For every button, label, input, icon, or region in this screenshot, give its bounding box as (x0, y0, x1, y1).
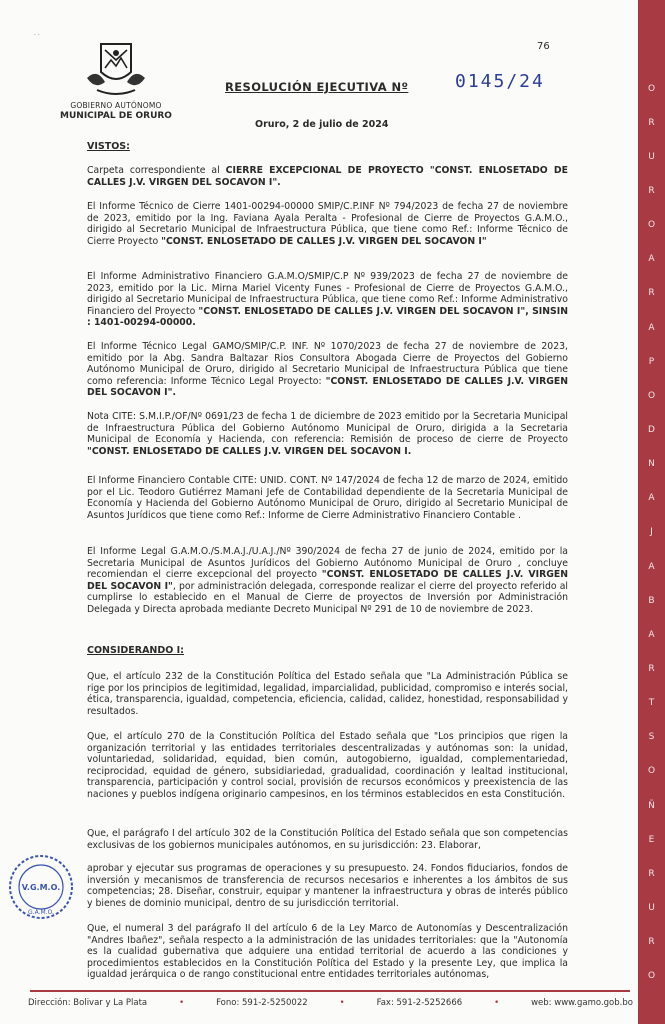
vistos-paragraph-4 (87, 341, 568, 399)
sidebar-letter: S (648, 732, 655, 743)
sidebar-letter: Ñ (648, 800, 655, 811)
footer-phone: Fono: 591-2-5250022 (216, 998, 308, 1008)
paragraph-text: El Informe Legal G.A.M.O./S.M.A.J./U.A.J./Nº 390/2024 de fecha 27 de junio de 2024, emitido por la Secretaria Municipal de Asuntos Jurídicos del Gobierno Autónomo Municipal de Oruro , concluye recomiendan el cierre excepcional del proyecto (87, 546, 568, 580)
paragraph-text: El Informe Técnico de Cierre 1401-00294-00000 SMIP/C.P.INF Nº 794/2023 de fecha 27 de noviembre de 2023, emitido por la Ing. Faviana Ayala Peralta - Profesional de Cierre de Proyectos G.A.M.O., dirigido al Secretario Municipal de Infraestructura Pública, que tiene como Ref.: Informe Técnico de Cierre Proyecto (87, 201, 568, 247)
considerando-paragraph-1: Que, el artículo 232 de la Constitución Política del Estado señala que "La Administración Pública se rige por los principios de legitimidad, legalidad, imparcialidad, publicidad, compromiso e interés social, ética, transparencia, igualdad, competencia, eficiencia, calidad, calidez, honestidad, responsabilidad y resultados. (87, 671, 568, 717)
paragraph-bold-text: "CONST. ENLOSETADO DE CALLES J.V. VIRGEN DEL SOCAVON I. (87, 445, 412, 457)
vistos-paragraph-6 (87, 475, 568, 521)
paragraph-bold-text: CIERRE EXCEPCIONAL DE PROYECTO "CONST. ENLOSETADO DE CALLES J.V. VIRGEN DEL SOCAVON I". (87, 165, 568, 188)
sidebar-letter: E (648, 834, 655, 845)
footer-fax: Fax: 591-2-5252666 (376, 998, 463, 1008)
official-stamp (6, 852, 76, 922)
sidebar-letter: U (648, 151, 655, 162)
footer-divider (30, 990, 630, 992)
sidebar-letter: T (648, 698, 655, 709)
sidebar-letter: R (648, 288, 655, 299)
paragraph-text: El Informe Administrativo Financiero G.A.M.O/SMIP/C.P Nº 939/2023 de fecha 27 de noviembre de 2023, emitido por la Lic. Mirna Mariel Vicenty Funes - Profesional de Cierre de Proyectos G.A.M.O., dirigido al Secretario Municipal de Infraestructura Pública, que tiene como Ref.: Informe Administrativo Financiero del Proyecto (87, 271, 568, 317)
considerando-paragraph-3: Que, el parágrafo I del artículo 302 de la Constitución Política del Estado señala que son competencias exclusivas de los gobiernos municipales autónomos, en su jurisdicción: 23. Elaborar, (87, 828, 568, 851)
resolution-number: 0145/24 (455, 71, 545, 92)
sidebar-letter: R (648, 117, 655, 128)
organization-name (57, 100, 175, 122)
paragraph-text: Carpeta correspondiente al (87, 165, 226, 176)
sidebar-letter: R (648, 868, 655, 879)
organization-line-1: GOBIERNO AUTÓNOMO (70, 101, 162, 110)
sidebar-letter: A (648, 561, 655, 572)
stamp-ring-text: G.A.M.O. (28, 909, 54, 916)
paragraph-bold-text: "CONST. ENLOSETADO DE CALLES J.V. VIRGEN DEL SOCAVON I" (87, 569, 569, 592)
footer (28, 998, 633, 1008)
vistos-paragraph-1 (87, 165, 568, 188)
footer-web: web: www.gamo.gob.bo (531, 998, 633, 1008)
paragraph-text: , por administración delegada, corresponde realizar el cierre del proyecto referido al cumplirse lo establecido en el Manual de Cierre de proyectos de Inversión por Administración Delegada y Directa aprobada mediante Decreto Municipal Nº 291 de 10 de noviembre de 2023. (87, 580, 568, 615)
resolution-title: RESOLUCIÓN EJECUTIVA Nº (225, 80, 409, 94)
paragraph-text: Nota CITE: S.M.I.P./OF/Nº 0691/23 de fecha 1 de diciembre de 2023 emitido por la Secretaria Municipal de Infraestructura Pública del Gobierno Autónomo Municipal de Oruro, dirigida a la Secretaria Municipal de Economía y Hacienda, con referencia: Remisión de proceso de cierre de Proyecto (87, 411, 568, 445)
sidebar-letter: N (648, 459, 655, 470)
sidebar-letter: O (647, 83, 656, 94)
paragraph-text: El Informe Financiero Contable CITE: UNID. CONT. Nº 147/2024 de fecha 12 de marzo de 2024, emitido por el Lic. Teodoro Gutiérrez Mamani Jefe de Contabilidad dependiente de la Secretaria Municipal de Economía y Hacienda del Gobierno Autónomo Municipal de Oruro, dirigido al Secretario Municipal de Asuntos Jurídicos que tiene como Ref.: Informe de Cierre Administrativo Financiero Contable . (87, 475, 568, 521)
paragraph-text: El Informe Técnico Legal GAMO/SMIP/C.P. INF. Nº 1070/2023 de fecha 27 de noviembre de 2023, emitido por la Abg. Sandra Baltazar Rios Consultora Abogada Cierre de Proyectos del Gobierno Autónomo Municipal de Oruro, dirigido al Secretario Municipal de Infraestructura Pública que tiene como referencia: Informe Técnico Legal Proyecto: (87, 341, 568, 387)
considerando-paragraph-4: Que, el numeral 3 del parágrafo II del artículo 6 de la Ley Marco de Autonomías y Descentralización "Andres Ibañez", señala respecto a la administración de las unidades territoriales: que la "Autonomía es la cualidad gubernativa que adquiere una entidad territorial de acuerdo a las condiciones y procedimientos establecidos en la Constitución Política del Estado y la presente Ley, que implica la igualdad jerárquica o de rango constitucional entre entidades territoriales autónomas, (87, 923, 568, 980)
sidebar-letter: O (647, 766, 656, 777)
considerando-paragraph-3-continued: aprobar y ejecutar sus programas de operaciones y su presupuesto. 24. Fondos fiduciarios, fondos de inversión y mecanismos de transferencia de recursos necesarios e inherentes a los ámbitos de sus competencias; 28. Diseñar, construir, equipar y mantener la infraestructura y obras de interés público y bienes de dominio municipal, dentro de su jurisdicción territorial. (87, 863, 568, 909)
sidebar-letter: A (648, 493, 655, 504)
paragraph-bold-text: "CONST. ENLOSETADO DE CALLES J.V. VIRGEN DEL SOCAVON I" (161, 235, 487, 247)
page-number: 76 (537, 41, 550, 52)
document-date: Oruro, 2 de julio de 2024 (255, 119, 389, 130)
sidebar-letter: P (648, 356, 655, 367)
sidebar-letter: J (650, 527, 653, 538)
organization-line-2: MUNICIPAL DE ORURO (60, 111, 172, 121)
sidebar-letter: O (647, 220, 656, 231)
vistos-paragraph-2 (87, 201, 568, 247)
vistos-paragraph-7 (87, 546, 568, 615)
municipal-logo (83, 38, 149, 98)
sidebar-letter: O (647, 971, 656, 982)
footer-separator: • (179, 998, 185, 1008)
stamp-center-text: V.G.M.O. (21, 883, 61, 892)
sidebar-letter: A (648, 629, 655, 640)
vistos-paragraph-5 (87, 411, 568, 457)
considerando-heading: CONSIDERANDO I: (87, 645, 184, 656)
sidebar-letter: U (648, 902, 655, 913)
paragraph-bold-text: "CONST. ENLOSETADO DE CALLES J.V. VIRGEN DEL SOCAVON I". (87, 375, 568, 398)
sidebar-letter: O (647, 390, 656, 401)
sidebar-letter: B (648, 595, 655, 606)
footer-separator: • (494, 998, 500, 1008)
vistos-paragraph-3 (87, 271, 568, 329)
sidebar-letter: A (648, 254, 655, 265)
sidebar-letter: R (648, 937, 655, 948)
sidebar-slogan (638, 0, 665, 1024)
footer-address: Dirección: Bolivar y La Plata (28, 998, 148, 1008)
sidebar-letter: R (648, 663, 655, 674)
vistos-heading: VISTOS: (87, 141, 130, 152)
margin-mark: · · (34, 32, 40, 39)
footer-separator: • (339, 998, 345, 1008)
considerando-paragraph-2: Que, el artículo 270 de la Constitución Política del Estado señala que "Los principios que rigen la organización territorial y las entidades territoriales descentralizadas y autónomas son: la unidad, voluntariedad, solidaridad, equidad, bien común, autogobierno, igualdad, complementariedad, reciprocidad, equidad de género, subsidiariedad, gradualidad, coordinación y lealtad institucional, transparencia, participación y control social, provisión de recursos económicos y preexistencia de las naciones y pueblos indígena originario campesinos, en los términos establecidos en esta Constitución. (87, 731, 568, 800)
sidebar-letter: A (648, 322, 655, 333)
paragraph-bold-text: "CONST. ENLOSETADO DE CALLES J.V. VIRGEN DEL SOCAVON I", SINSIN : 1401-00294-00000. (87, 305, 568, 328)
sidebar-letter: D (648, 424, 655, 435)
sidebar-letter: R (648, 185, 655, 196)
